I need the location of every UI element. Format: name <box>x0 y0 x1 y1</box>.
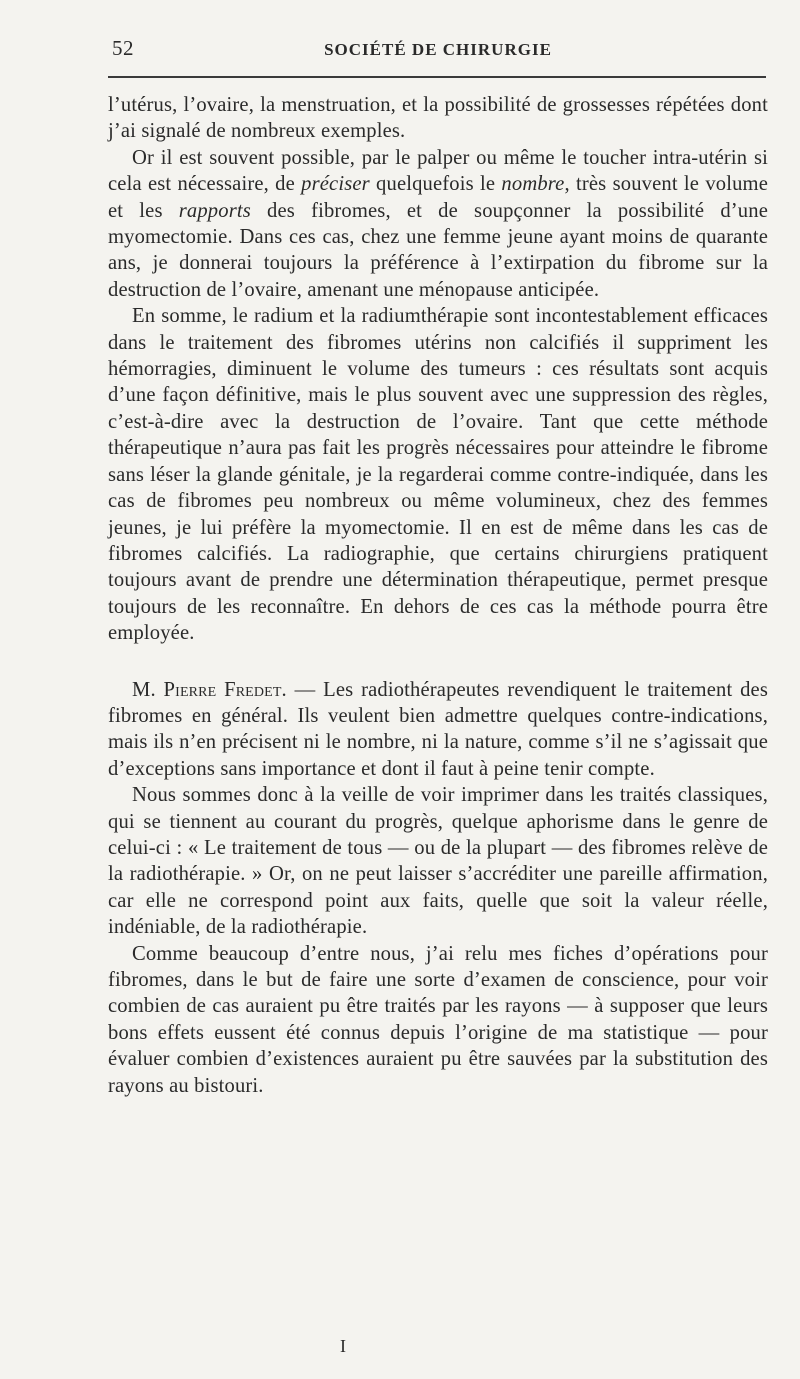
emphasis-preciser: préciser <box>301 173 370 196</box>
paragraph-2-part-d: des fibromes, et de soupçonner la possibilité d’une myomectomie. Dans ces cas, chez une femme jeune ayant moins de quarante ans, je donnerai toujours la préférence à l’extirpation du fibrome sur la destruction de l’ovaire, amenant une ménopause anticipée. <box>108 199 768 301</box>
book-page <box>108 34 768 1099</box>
paragraph-2-part-c: , très souvent le volume et les <box>108 173 768 222</box>
paragraph-6: Comme beaucoup d’entre nous, j’ai relu mes fiches d’opérations pour fibromes, dans le but de faire une sorte d’examen de conscience, pour voir combien de cas auraient pu être traités par les rayons — à supposer que leurs bons effets eussent été connus depuis l’origine de ma statistique — pour évaluer combien d’existences auraient pu être sauvées par la substitution des rayons au bistouri. <box>108 942 768 1097</box>
speaker-name: M. Pierre Fredet. <box>132 678 287 701</box>
footer-mark: I <box>340 1336 346 1356</box>
paragraph-2-part-b: quelquefois le <box>369 173 502 196</box>
emphasis-nombre: nombre <box>501 173 565 196</box>
paragraph-1: l’utérus, l’ovaire, la menstruation, et la possibilité de grossesses répétées dont j’ai signalé de nombreux exemples. <box>108 94 768 143</box>
paragraph-2 <box>108 145 768 303</box>
paragraph-4 <box>108 677 768 783</box>
paragraph-2-part-a: Or il est souvent possible, par le palper ou même le toucher intra-utérin si cela est nécessaire, de <box>108 146 768 196</box>
page-number: 52 <box>112 36 134 60</box>
paragraph-3: En somme, le radium et la radiumthérapie sont incontestablement efficaces dans le traitement des fibromes utérins non calcifiés il suppriment les hémorragies, diminuent le volume des tumeurs : ces résultats sont acquis d’une façon définitive, mais le plus souvent avec une suppression des règles, c’est-à-dire avec la destruction de l’ovaire. Tant que cette méthode thérapeutique n’aura pas fait les progrès nécessaires pour atteindre le fibrome sans léser la glande génitale, je la regarderai comme contre-indiquée, dans les cas de fibromes peu nombreux ou même volumineux, chez des femmes jeunes, je lui préfère la myomectomie. Il en est de même dans les cas de fibromes calcifiés. La radiographie, que certains chirurgiens pratiquent toujours avant de prendre une détermination thérapeutique, permet presque toujours de les reconnaître. En dehors de ces cas la méthode pourra être employée. <box>108 305 768 645</box>
journal-title: SOCIÉTÉ DE CHIRURGIE <box>324 40 552 59</box>
running-head <box>108 34 768 64</box>
header-rule <box>108 76 766 78</box>
section-gap <box>108 647 768 677</box>
emphasis-rapports: rapports <box>178 199 251 222</box>
paragraph-5: Nous sommes donc à la veille de voir imprimer dans les traités classiques, qui se tiennent au courant du progrès, quelque aphorisme dans le genre de celui-ci : « Le traitement de tous — ou de la plupart — des fibromes relève de la radiothérapie. » Or, on ne peut laisser s’accréditer une pareille affirmation, car elle ne correspond point aux faits, quelle que soit la valeur réelle, indéniable, de la radiothérapie. <box>108 784 768 939</box>
paragraph-4-text: — Les radiothérapeutes revendiquent le traitement des fibromes en général. Ils veulent bien admettre quelques contre-indications, mais ils n’en précisent ni le nombre, ni la nature, comme s’il ne s’agissait que d’exceptions sans importance et dont il faut à peine tenir compte. <box>108 678 768 780</box>
